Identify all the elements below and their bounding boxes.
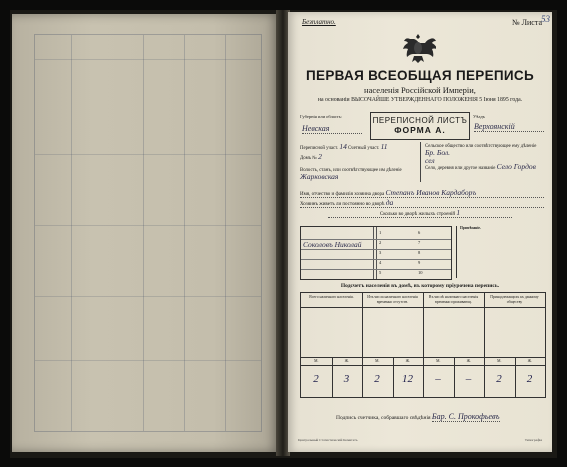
count-table-subheader: М. — [497, 359, 502, 363]
count-table-subheader: М. — [314, 359, 319, 363]
sheet-number-label: № Листа — [511, 18, 542, 27]
double-headed-eagle-icon — [400, 30, 436, 66]
owner-living-field: Хозяинъ живетъ ли постоянно во дворѣ да — [300, 198, 544, 208]
signature-value: Бар. С. Прокофьевъ — [431, 412, 500, 421]
person-row-number: 8 — [418, 250, 421, 255]
census-title: ПЕРВАЯ ВСЕОБЩАЯ ПЕРЕПИСЬ — [306, 68, 534, 83]
census-form-page — [288, 12, 552, 452]
left-page — [12, 14, 280, 452]
rooms-field: Сколько во дворѣ жилыхъ строеній 1 — [328, 208, 512, 218]
guberniya-value: Невская — [302, 124, 362, 134]
house-field: Домъ № 2 — [300, 152, 322, 161]
person-row-number: 1 — [379, 230, 382, 235]
society-field: Сельское общество или соотвѣтствующее ему дѣленіе Бр. Бол. сел — [425, 144, 537, 165]
left-page-ruling — [34, 34, 262, 432]
count-table-subheader: Ж. — [466, 359, 471, 363]
notes-column: Примѣчаніе. — [456, 226, 548, 278]
owner-field: Имя, отчество и фамилія хозяина двора Степанъ Иванов Кардаборъ — [300, 188, 544, 198]
person-row-number: 2 — [379, 240, 382, 245]
person-row-number: 9 — [418, 260, 421, 265]
count-table-value: – — [435, 373, 441, 385]
count-table-header: Въ числѣ наличнаго населенія временно проживающ. — [428, 295, 479, 304]
count-table-value: 2 — [374, 373, 380, 385]
person-row-number: 3 — [379, 250, 382, 255]
count-table-header: Всего наличнаго населенія. — [309, 295, 354, 299]
person-row-number: 6 — [418, 230, 421, 235]
count-table-subheader: М. — [436, 359, 441, 363]
population-count-table — [300, 292, 546, 398]
district-fields: Переписной участ. 14 Счетный участ. 11 — [300, 142, 388, 151]
person-row-number: 5 — [379, 270, 382, 275]
person-entry: Соколовъ Николай — [303, 240, 362, 249]
sheet-pencil-number: 53 — [541, 14, 550, 24]
volost-field: Волость, станъ, или соотвѣтствующее им дѣленіе Жарковская — [300, 168, 402, 181]
person-row-number: 4 — [379, 260, 382, 265]
count-table-value: 2 — [496, 373, 502, 385]
count-table-value: 12 — [402, 373, 413, 385]
form-heading-line2: ФОРМА А. — [394, 125, 446, 135]
guberniya-label: Губернія или область: — [300, 114, 343, 119]
form-heading-box — [370, 112, 470, 140]
person-row-number: 10 — [418, 270, 423, 275]
form-heading-line1: ПЕРЕПИСНОЙ ЛИСТЪ — [372, 116, 468, 125]
count-caption: Подсчетъ населенія въ домѣ, въ которому пріурочена перепись. — [340, 283, 500, 289]
person-row-number: 7 — [418, 240, 421, 245]
count-table-header: Изъ числа наличнаго населенія временно отсутств. — [367, 295, 418, 304]
page-footer: Центральный Статистическій Комитетъ Типографія — [298, 438, 542, 442]
census-subtitle: населенія Россійской Имперіи, — [364, 85, 476, 95]
count-table-subheader: Ж. — [527, 359, 532, 363]
census-basis: на основаніи ВЫСОЧАЙШЕ УТВЕРЖДЕННАГО ПОЛОЖЕНІЯ 5 Іюня 1895 года. — [317, 97, 523, 103]
free-label: Безплатно. — [302, 18, 336, 26]
count-table-subheader: Ж. — [344, 359, 349, 363]
count-table-value: 3 — [343, 373, 350, 385]
persons-table — [300, 226, 452, 280]
count-table-value: – — [465, 373, 472, 385]
count-table-value: 2 — [313, 373, 319, 385]
count-table-value: 2 — [526, 373, 533, 385]
uezd-value: Верхоянскій — [474, 122, 544, 132]
uezd-label: Уѣздъ — [473, 114, 485, 119]
count-table-header: Принадлежащихъ къ данному обществу — [490, 295, 539, 304]
count-table-subheader: М. — [375, 359, 380, 363]
header-divider — [420, 142, 421, 182]
count-table-subheader: Ж. — [405, 359, 410, 363]
place-field: Село, деревня или другое названіе Село Гордов — [425, 162, 536, 171]
signature-line: Подпись счетчика, собравшаго свѣдѣнія Бар. С. Прокофьевъ — [336, 412, 500, 421]
